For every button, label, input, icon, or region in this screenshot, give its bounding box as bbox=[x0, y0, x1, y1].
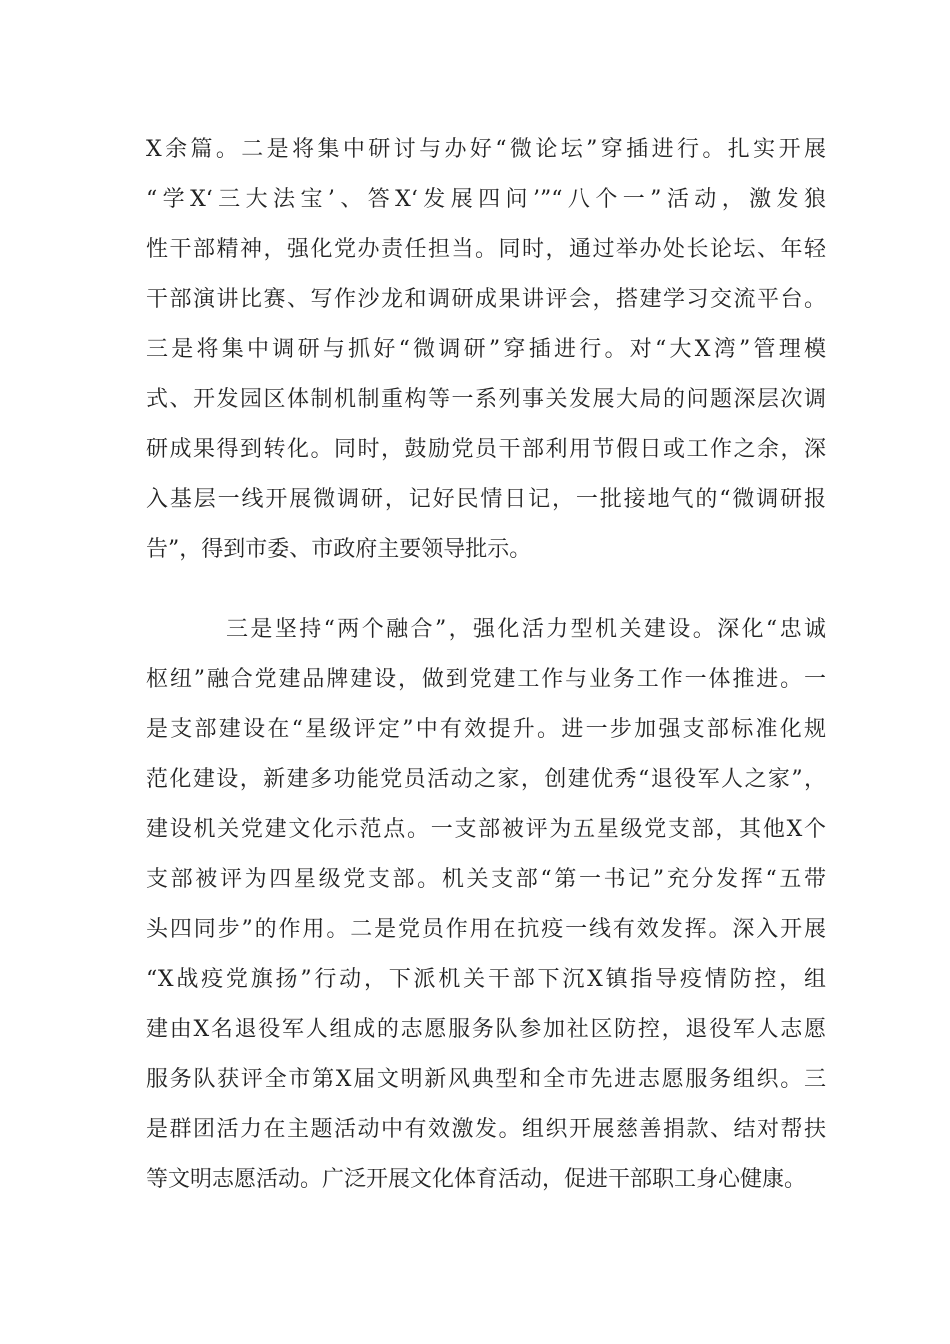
text-line: 头四同步”的作用。二是党员作用在抗疫一线有效发挥。深入开展 bbox=[146, 917, 826, 942]
text-line: 研成果得到转化。同时，鼓励党员干部利用节假日或工作之余，深 bbox=[146, 437, 826, 462]
text-line: 干部演讲比赛、写作沙龙和调研成果讲评会，搭建学习交流平台。 bbox=[146, 287, 826, 312]
text-line: 范化建设，新建多功能党员活动之家，创建优秀“退役军人之家”， bbox=[146, 767, 826, 792]
text-line: 服务队获评全市第X届文明新风典型和全市先进志愿服务组织。三 bbox=[146, 1067, 826, 1092]
text-line: X余篇。二是将集中研讨与办好“微论坛”穿插进行。扎实开展 bbox=[146, 137, 826, 162]
text-line: 三是将集中调研与抓好“微调研”穿插进行。对“大X湾”管理模 bbox=[146, 337, 826, 362]
text-line: 三是坚持“两个融合”，强化活力型机关建设。深化“忠诚 bbox=[226, 617, 826, 642]
text-line: “X战疫党旗扬”行动，下派机关干部下沉X镇指导疫情防控，组 bbox=[146, 967, 826, 992]
text-line: 枢纽”融合党建品牌建设，做到党建工作与业务工作一体推进。一 bbox=[146, 667, 826, 692]
text-line: 支部被评为四星级党支部。机关支部“第一书记”充分发挥“五带 bbox=[146, 867, 826, 892]
text-line: 是支部建设在“星级评定”中有效提升。进一步加强支部标准化规 bbox=[146, 717, 826, 742]
text-line: 性干部精神，强化党办责任担当。同时，通过举办处长论坛、年轻 bbox=[146, 237, 826, 262]
text-line: 入基层一线开展微调研，记好民情日记，一批接地气的“微调研报 bbox=[146, 487, 826, 512]
text-line: 式、开发园区体制机制重构等一系列事关发展大局的问题深层次调 bbox=[146, 387, 826, 412]
text-line: 建由X名退役军人组成的志愿服务队参加社区防控，退役军人志愿 bbox=[146, 1017, 826, 1042]
text-line: 是群团活力在主题活动中有效激发。组织开展慈善捐款、结对帮扶 bbox=[146, 1117, 826, 1142]
text-line: 等文明志愿活动。广泛开展文化体育活动，促进干部职工身心健康。 bbox=[146, 1167, 807, 1192]
text-line: 建设机关党建文化示范点。一支部被评为五星级党支部，其他X个 bbox=[146, 817, 826, 842]
text-line: “学X‘三大法宝’、答X‘发展四问’”“八个一”活动，激发狼 bbox=[146, 187, 826, 212]
text-line: 告”，得到市委、市政府主要领导批示。 bbox=[146, 537, 532, 562]
